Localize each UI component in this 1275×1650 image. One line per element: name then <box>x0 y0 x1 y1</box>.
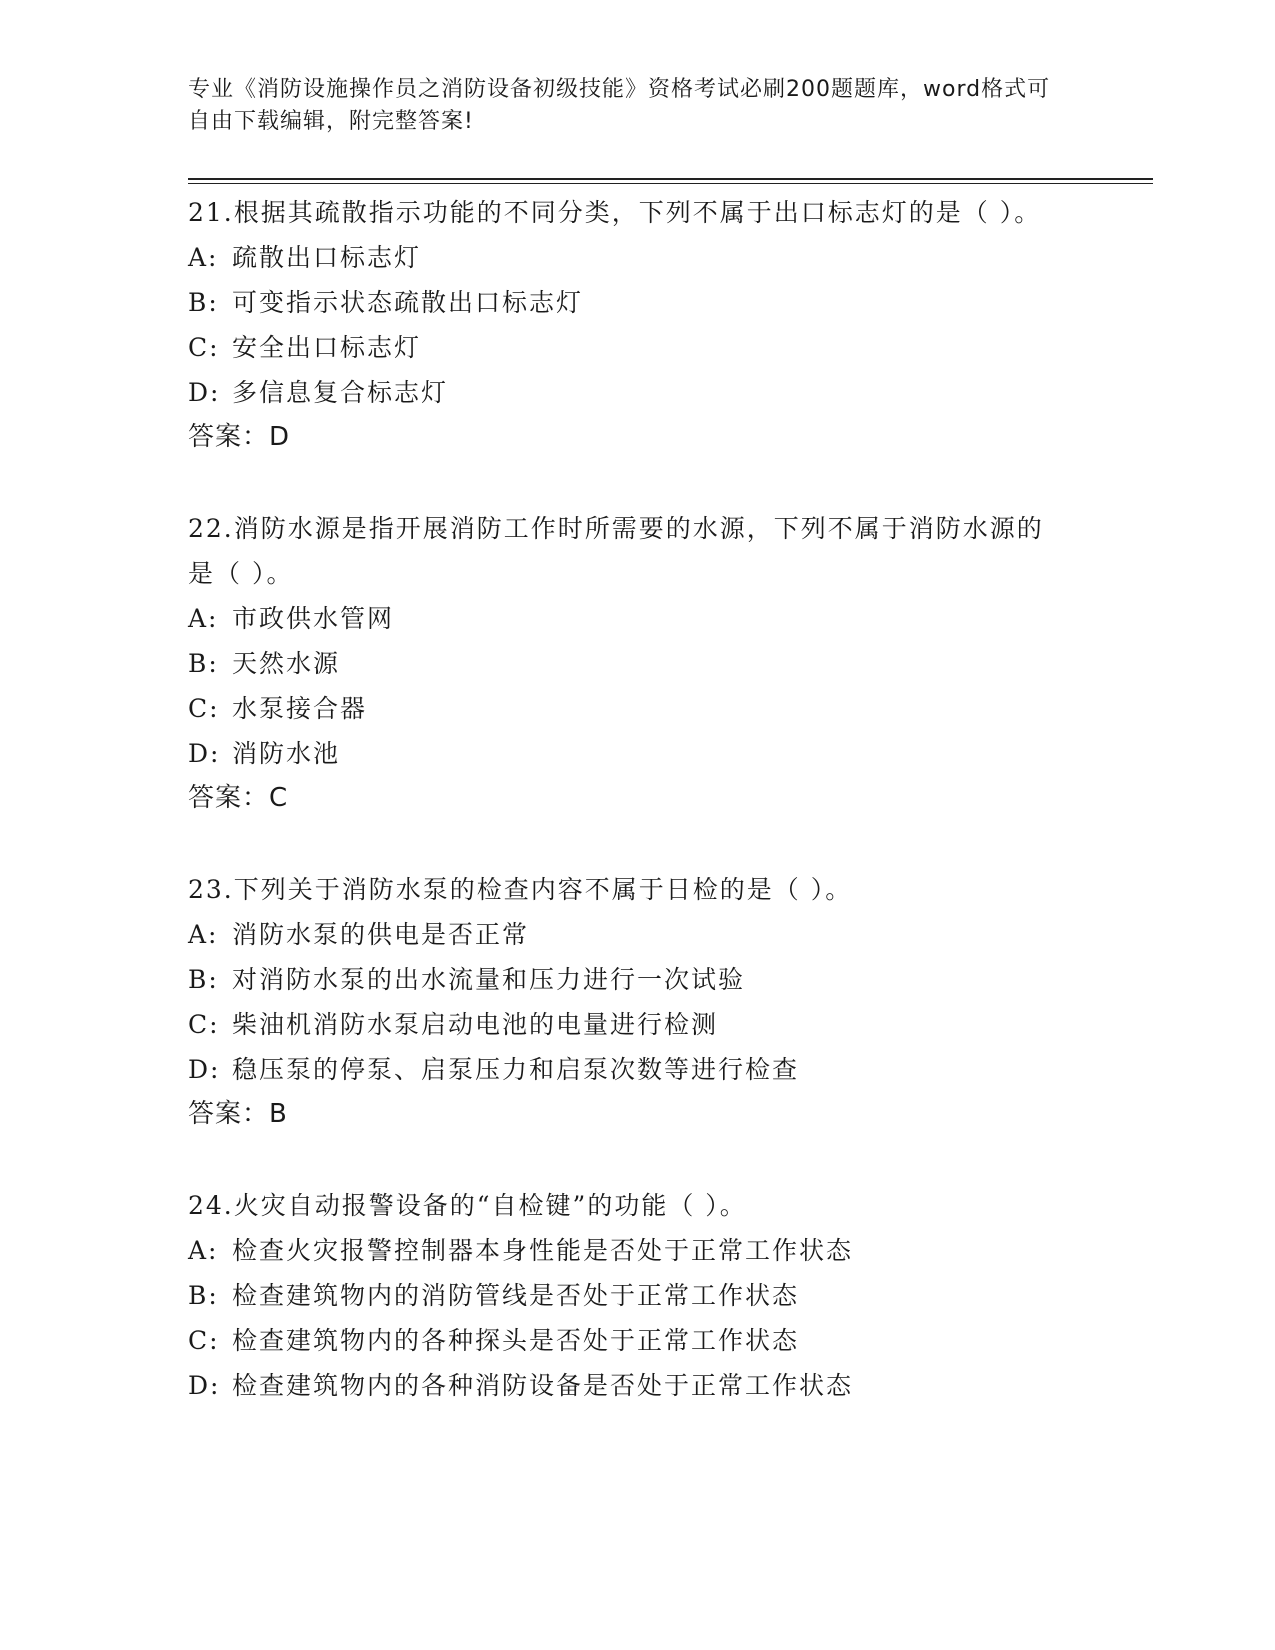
option-label: D: <box>188 739 221 768</box>
option-label: B: <box>188 649 219 678</box>
option-text: 检查火灾报警控制器本身性能是否处于正常工作状态 <box>232 1236 854 1265</box>
option-b <box>188 1273 1068 1318</box>
option-b <box>188 957 1068 1002</box>
option-label: C: <box>188 694 220 723</box>
option-label: B: <box>188 288 219 317</box>
question-stem: 22.消防水源是指开展消防工作时所需要的水源，下列不属于消防水源的是（ ）。 <box>188 514 1044 588</box>
option-d <box>188 1047 1068 1092</box>
option-label: C: <box>188 1326 220 1355</box>
option-label: A: <box>188 604 219 633</box>
option-label: C: <box>188 333 220 362</box>
option-text: 检查建筑物内的消防管线是否处于正常工作状态 <box>232 1281 800 1310</box>
option-text: 对消防水泵的出水流量和压力进行一次试验 <box>232 965 746 994</box>
option-text: 可变指示状态疏散出口标志灯 <box>232 288 584 317</box>
question-21 <box>188 190 1068 460</box>
option-c <box>188 686 1068 731</box>
option-a <box>188 1228 1068 1273</box>
question-24 <box>188 1183 1068 1408</box>
option-text: 安全出口标志灯 <box>232 333 422 362</box>
option-b <box>188 280 1068 325</box>
option-d <box>188 370 1068 415</box>
answer-text: 答案：D <box>188 422 291 452</box>
option-label: D: <box>188 1055 221 1084</box>
option-text: 天然水源 <box>232 649 341 678</box>
option-text: 消防水池 <box>232 739 341 768</box>
option-a <box>188 912 1068 957</box>
option-a <box>188 596 1068 641</box>
question-stem: 24.火灾自动报警设备的“自检键”的功能（ ）。 <box>188 1191 747 1220</box>
document-intro: 专业《消防设施操作员之消防设备初级技能》资格考试必刷200题题库，word格式可自由下载编辑，附完整答案! <box>188 77 1051 134</box>
option-label: A: <box>188 920 219 949</box>
option-label: B: <box>188 965 219 994</box>
option-a <box>188 235 1068 280</box>
question-22 <box>188 506 1068 821</box>
option-text: 检查建筑物内的各种消防设备是否处于正常工作状态 <box>232 1371 854 1400</box>
option-label: C: <box>188 1010 220 1039</box>
option-d <box>188 731 1068 776</box>
option-b <box>188 641 1068 686</box>
option-text: 消防水泵的供电是否正常 <box>232 920 530 949</box>
question-stem: 21.根据其疏散指示功能的不同分类，下列不属于出口标志灯的是（ ）。 <box>188 198 1042 227</box>
question-23 <box>188 867 1068 1137</box>
option-label: D: <box>188 378 221 407</box>
option-c <box>188 325 1068 370</box>
option-d <box>188 1363 1068 1408</box>
option-text: 水泵接合器 <box>232 694 368 723</box>
option-text: 市政供水管网 <box>232 604 395 633</box>
option-text: 多信息复合标志灯 <box>232 378 449 407</box>
answer-text: 答案：B <box>188 1099 288 1129</box>
answer-text: 答案：C <box>188 783 289 813</box>
option-text: 疏散出口标志灯 <box>232 243 422 272</box>
option-c <box>188 1002 1068 1047</box>
question-list <box>188 190 1068 1454</box>
option-c <box>188 1318 1068 1363</box>
option-label: B: <box>188 1281 219 1310</box>
header-divider <box>188 178 1153 184</box>
option-label: A: <box>188 1236 219 1265</box>
option-label: A: <box>188 243 219 272</box>
option-text: 检查建筑物内的各种探头是否处于正常工作状态 <box>232 1326 800 1355</box>
question-stem: 23.下列关于消防水泵的检查内容不属于日检的是（ ）。 <box>188 875 853 904</box>
option-text: 柴油机消防水泵启动电池的电量进行检测 <box>232 1010 719 1039</box>
option-label: D: <box>188 1371 221 1400</box>
option-text: 稳压泵的停泵、启泵压力和启泵次数等进行检查 <box>232 1055 800 1084</box>
